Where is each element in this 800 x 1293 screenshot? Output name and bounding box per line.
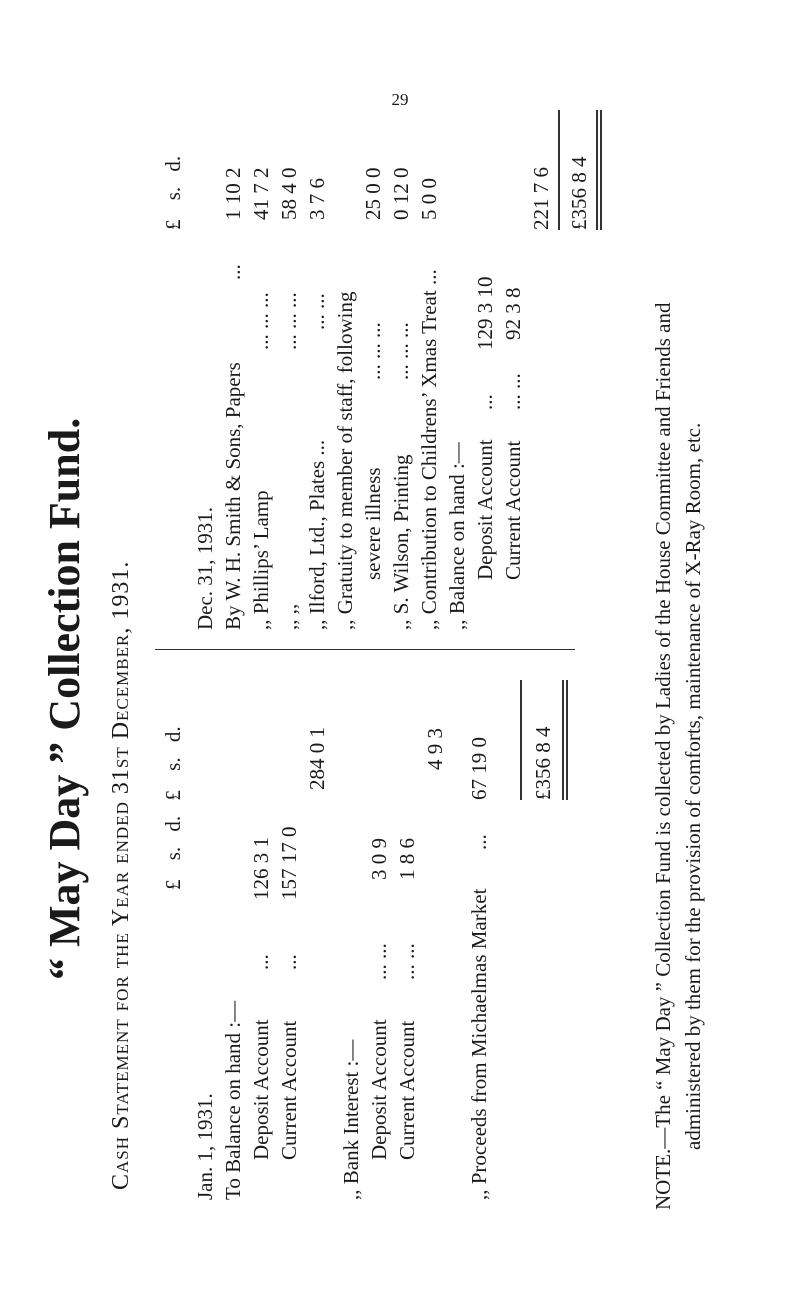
- leader-dots: ...: [249, 954, 273, 970]
- total-rule: [600, 110, 602, 230]
- payment-amount-phillips-2: 58 4 0: [277, 167, 301, 220]
- leader-dots: ...: [221, 264, 245, 280]
- payments-date: Dec. 31, 1931.: [193, 506, 217, 630]
- receipts-current-label: Current Account: [277, 1020, 301, 1160]
- statement-subtitle: Cash Statement for the Year ended 31st December, 1931.: [108, 560, 134, 1190]
- payment-balance-label: ,, Balance on hand :—: [445, 442, 469, 630]
- payments-grand-total: £356 8 4: [567, 156, 591, 230]
- payment-item-gratuity: ,, Gratuity to member of staff, following: [333, 291, 357, 630]
- payment-item-smith: By W. H. Smith & Sons, Papers: [221, 362, 245, 630]
- receipts-int-deposit-label: Deposit Account: [367, 1019, 391, 1160]
- total-rule: [520, 680, 522, 800]
- leader-dots: ... ...: [367, 943, 391, 980]
- total-rule: [558, 110, 560, 230]
- payment-item-ilford: ,, Ilford, Ltd., Plates ...: [305, 439, 329, 630]
- total-rule: [562, 680, 564, 800]
- receipts-header-lsd: £ s. d. £ s. d.: [161, 726, 185, 890]
- rotated-statement: [20, 40, 780, 1230]
- page-number: 29: [391, 90, 409, 109]
- leader-dots: ...: [277, 954, 301, 970]
- leader-dots: ... ...: [395, 943, 419, 980]
- leader-dots: ... ... ...: [277, 292, 301, 350]
- note-line-1: NOTE.—The “ May Day ” Collection Fund is collected by Ladies of the House Committee and Friends and: [651, 302, 675, 1210]
- payment-current-label: Current Account: [501, 440, 525, 580]
- payment-amount-smith: 1 10 2: [221, 167, 245, 220]
- receipts-deposit-label: Deposit Account: [249, 1019, 273, 1160]
- column-divider: [155, 649, 575, 650]
- leader-dots: ... ... ...: [389, 322, 413, 380]
- payment-item-phillips-2: ,, ,,: [277, 603, 301, 630]
- payment-balance-total: 221 7 6: [529, 167, 553, 230]
- payment-amount-phillips: 41 7 2: [249, 167, 273, 220]
- total-rule: [596, 110, 598, 230]
- receipts-michaelmas-total: 67 19 0: [467, 737, 491, 800]
- receipts-interest-total: 4 9 3: [423, 728, 447, 770]
- note-line-2: administered by them for the provision of comforts, maintenance of X-Ray Room, etc.: [681, 422, 705, 1150]
- receipts-balance-label: To Balance on hand :—: [221, 1000, 245, 1200]
- leader-dots: ... ...: [305, 293, 329, 330]
- receipts-int-current-amount: 1 8 6: [395, 838, 419, 880]
- payment-amount-wilson: 0 12 0: [389, 167, 413, 220]
- receipts-grand-total: £356 8 4: [531, 726, 555, 800]
- payment-item-phillips: ,, Phillips’ Lamp: [249, 490, 273, 630]
- receipts-michaelmas-label: ,, Proceeds from Michaelmas Market: [467, 888, 491, 1200]
- payment-item-wilson: ,, S. Wilson, Printing: [389, 454, 413, 630]
- payments-header-lsd: £ s. d.: [161, 155, 185, 230]
- receipts-current-amount: 157 17 0: [277, 826, 301, 900]
- payment-current-amount: 92 3 8: [501, 287, 525, 340]
- receipts-deposit-amount: 126 3 1: [249, 837, 273, 900]
- leader-dots: ... ... ...: [249, 292, 273, 350]
- receipts-balance-total: 284 0 1: [305, 727, 329, 790]
- leader-dots: ...: [467, 834, 491, 850]
- payment-deposit-amount: 129 3 10: [473, 276, 497, 350]
- receipts-interest-label: ,, Bank Interest :—: [339, 1039, 363, 1200]
- payment-amount-gratuity: 25 0 0: [361, 167, 385, 220]
- total-rule: [566, 680, 568, 800]
- leader-dots: ... ...: [501, 373, 525, 410]
- receipts-int-deposit-amount: 3 0 9: [367, 838, 391, 880]
- payment-item-xmas: ,, Contribution to Childrens’ Xmas Treat ...: [417, 269, 441, 630]
- fund-title: “ May Day ” Collection Fund.: [40, 417, 89, 980]
- payment-item-gratuity-cont: severe illness: [361, 467, 385, 580]
- payment-amount-xmas: 5 0 0: [417, 178, 441, 220]
- receipts-date: Jan. 1, 1931.: [193, 1093, 217, 1200]
- payment-amount-ilford: 3 7 6: [305, 178, 329, 220]
- receipts-int-current-label: Current Account: [395, 1020, 419, 1160]
- leader-dots: ...: [473, 394, 497, 410]
- payment-deposit-label: Deposit Account: [473, 439, 497, 580]
- leader-dots: ... ... ...: [361, 322, 385, 380]
